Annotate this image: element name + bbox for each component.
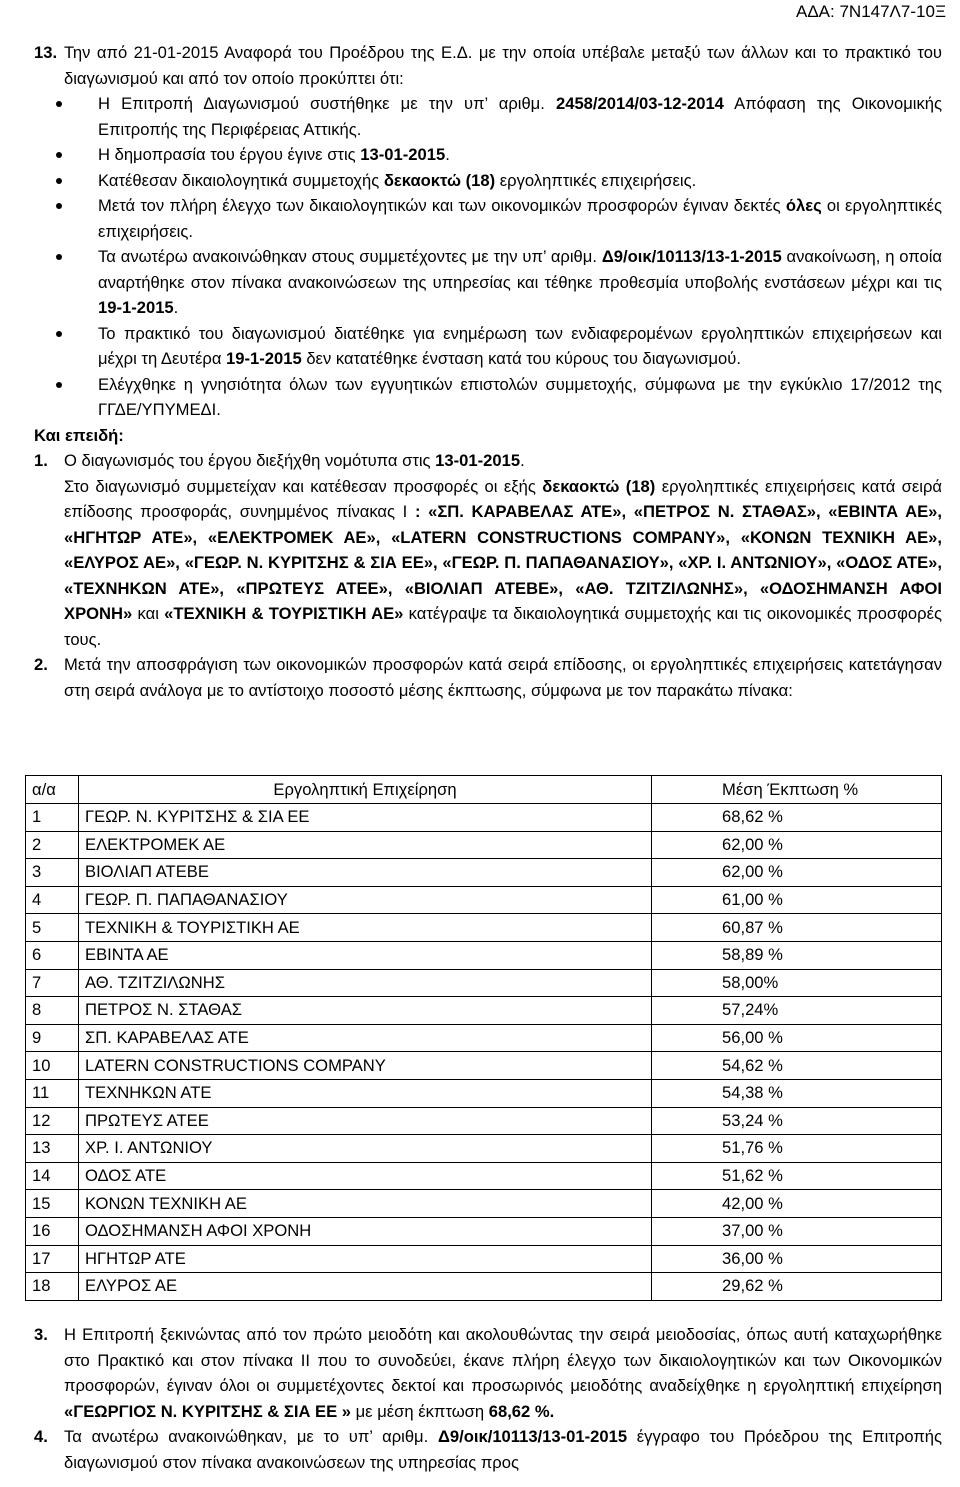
paragraph-number: 2. [34, 655, 48, 674]
row-number: 4 [26, 886, 79, 914]
row-number: 18 [26, 1273, 79, 1301]
discount-value: 56,00 % [652, 1024, 942, 1052]
text: κατέγραψε τα δικαιολογητικά συμμετοχής και τις οικονομικές προσφορές τους. [64, 604, 942, 649]
discount-value: 29,62 % [652, 1273, 942, 1301]
row-number: 9 [26, 1024, 79, 1052]
company-name: ΓΕΩΡ. Ν. ΚΥΡΙΤΣΗΣ & ΣΙΑ ΕΕ [79, 804, 652, 832]
table-row [26, 914, 942, 942]
row-number: 8 [26, 997, 79, 1025]
company-name: ΟΔΟΣΗΜΑΝΣΗ ΑΦΟΙ ΧΡΟΝΗ [79, 1217, 652, 1245]
bullet-icon [52, 91, 98, 142]
text: Κατέθεσαν δικαιολογητικά συμμετοχής [98, 170, 384, 190]
bullet-item [34, 168, 942, 194]
row-number: 16 [26, 1217, 79, 1245]
company-name: ΧΡ. Ι. ΑΝΤΩΝΙΟΥ [79, 1135, 652, 1163]
paragraph-number: 13. [34, 43, 58, 62]
document-body [34, 40, 942, 703]
header-aa: α/α [26, 776, 79, 804]
date: 13-01-2015 [435, 451, 521, 470]
announcement-number: Δ9/οικ/10113/13-1-2015 [601, 247, 782, 266]
discount-value: 53,24 % [652, 1107, 942, 1135]
text: και [132, 604, 165, 623]
company-name: ΟΔΟΣ ΑΤΕ [79, 1162, 652, 1190]
discount-value: 68,62 %. [488, 1401, 555, 1421]
row-number: 11 [26, 1079, 79, 1107]
company-name: ΤΕΧΝΙΚΗ & ΤΟΥΡΙΣΤΙΚΗ ΑΕ [79, 914, 652, 942]
table-header-row [26, 776, 942, 804]
table-row [26, 859, 942, 887]
paragraph-3 [34, 1322, 942, 1424]
row-number: 5 [26, 914, 79, 942]
discount-value: 60,87 % [652, 914, 942, 942]
discount-value: 61,00 % [652, 886, 942, 914]
table-row [26, 1107, 942, 1135]
text: Ελέγχθηκε η γνησιότητα όλων των εγγυητικών επιστολών συμμετοχής, σύμφωνα με την εγκύκλιο 17/2012 της ΓΓΔΕ/ΥΠΥΜΕΔΙ. [98, 374, 942, 419]
row-number: 12 [26, 1107, 79, 1135]
paragraph-text: Μετά την αποσφράγιση των οικονομικών προσφορών κατά σειρά επίδοσης, οι εργοληπτικές επιχειρήσεις κατετάγησαν στη σειρά ανάλογα με το αντίστοιχο ποσοστό μέσης έκπτωσης, σύμφωνα με τον παρακάτω πίνακα: [64, 655, 942, 700]
row-number: 17 [26, 1245, 79, 1273]
text: Απόφαση της Οικονομικής Επιτροπής της Περιφέρειας Αττικής. [98, 94, 942, 139]
company-name: «ΤΕΧΝΙΚΗ & ΤΟΥΡΙΣΤΙΚΗ ΑΕ» [164, 604, 404, 623]
bullet-icon [52, 193, 98, 244]
row-number: 6 [26, 941, 79, 969]
text: ανακοίνωση, η οποία αναρτήθηκε στον πίνακα ανακοινώσεων της υπηρεσίας και τέθηκε προθεσμία υποβολής ενστάσεων μέχρι και τις [98, 247, 942, 292]
company-name: ΕΛΕΚΤΡΟΜΕΚ ΑΕ [79, 831, 652, 859]
count: δεκαοκτώ (18) [383, 170, 496, 190]
header-discount: Μέση Έκπτωση % [652, 776, 942, 804]
table-row [26, 1079, 942, 1107]
row-number: 13 [26, 1135, 79, 1163]
discount-value: 62,00 % [652, 831, 942, 859]
date: 19-1-2015 [98, 298, 174, 317]
company-name: ΣΠ. ΚΑΡΑΒΕΛΑΣ ΑΤΕ [79, 1024, 652, 1052]
count: δεκαοκτώ (18) [542, 476, 656, 496]
header-company: Εργοληπτική Επιχείρηση [79, 776, 652, 804]
discount-value: 58,89 % [652, 941, 942, 969]
company-name: ΠΕΤΡΟΣ Ν. ΣΤΑΘΑΣ [79, 997, 652, 1025]
table-row [26, 886, 942, 914]
bullet-item [34, 91, 942, 142]
text: εργοληπτικές επιχειρήσεις. [495, 170, 697, 190]
text: Η δημοπρασία του έργου έγινε στις [98, 145, 361, 164]
text: Η Επιτροπή ξεκινώντας από τον πρώτο μειοδότη και ακολουθώντας την σειρά μειοδοσίας, όπως αυτή καταχωρήθηκε στο Πρακτικό και στον πίνακα ΙΙ που το συνοδεύει, έκανε πλήρη έλεγχο των δικαιολογητικών και των Οικονομικών προσφορών, έγιναν όλοι οι συμμετέχοντες δεκτοί και προσωρινός μειοδότης αναδείχθηκε η εργοληπτική επιχείρηση [64, 1325, 942, 1395]
discount-value: 54,38 % [652, 1079, 942, 1107]
company-list: : «ΣΠ. ΚΑΡΑΒΕΛΑΣ ΑΤΕ», «ΠΕΤΡΟΣ Ν. ΣΤΑΘΑΣ», «ΕΒΙΝΤΑ ΑΕ», «ΗΓΗΤΩΡ ΑΤΕ», «ΕΛΕΚΤΡΟΜΕΚ ΑΕ», «LATERN CONSTRUCTIONS COMPANY», «ΚΟΝΩΝ ΤΕΧΝΙΚΗ ΑΕ», «ΕΛΥΡΟΣ ΑΕ», «ΓΕΩΡ. Ν. ΚΥΡΙΤΣΗΣ & ΣΙΑ ΕΕ», «ΓΕΩΡ. Π. ΠΑΠΑΘΑΝΑΣΙΟΥ», «ΧΡ. Ι. ΑΝΤΩΝΙΟΥ», «ΟΔΟΣ ΑΤΕ», «ΤΕΧΝΗΚΩΝ ΑΤΕ», «ΠΡΩΤΕΥΣ ΑΤΕΕ», «ΒΙΟΛΙΑΠ ΑΤΕΒΕ», «ΑΘ. ΤΖΙΤΖΙΛΩΝΗΣ», «ΟΔΟΣΗΜΑΝΣΗ ΑΦΟΙ ΧΡΟΝΗ» [64, 502, 942, 623]
ada-code: ΑΔΑ: 7Ν147Λ7-10Ξ [795, 2, 946, 21]
row-number: 3 [26, 859, 79, 887]
text: έγγραφο του Πρόεδρου της Επιτροπής διαγωνισμού στον πίνακα ανακοινώσεων της υπηρεσίας προς [64, 1427, 942, 1472]
bullet-icon [52, 142, 98, 168]
bullet-item [34, 372, 942, 423]
table-row [26, 969, 942, 997]
company-name: ΕΛΥΡΟΣ ΑΕ [79, 1273, 652, 1301]
table-row [26, 1052, 942, 1080]
text: Το πρακτικό του διαγωνισμού διατέθηκε για ενημέρωση των ενδιαφερομένων εργοληπτικών επιχειρήσεων και μέχρι τη Δευτέρα [98, 323, 942, 368]
bullet-item [34, 193, 942, 244]
table-row [26, 831, 942, 859]
text: Η Επιτροπή Διαγωνισμού συστήθηκε με την υπ’ αριθμ. [98, 94, 556, 113]
text: Ο διαγωνισμός του έργου διεξήχθη νομότυπα στις [64, 451, 436, 470]
table-row [26, 1135, 942, 1163]
decision-number: 2458/2014/03-12-2014 [555, 94, 724, 113]
row-number: 14 [26, 1162, 79, 1190]
paragraph-number: 3. [34, 1325, 48, 1344]
heading-text: Και επειδή: [34, 425, 124, 445]
text: Μετά τον πλήρη έλεγχο των δικαιολογητικών και των οικονομικών προσφορών έγιναν δεκτές [98, 196, 786, 215]
paragraph-1-continuation [34, 474, 942, 653]
company-name: ΤΕΧΝΗΚΩΝ ΑΤΕ [79, 1079, 652, 1107]
discount-value: 58,00% [652, 969, 942, 997]
text: Στο διαγωνισμό συμμετείχαν και κατέθεσαν προσφορές οι εξής [64, 476, 543, 496]
table-row [26, 1024, 942, 1052]
paragraph-4 [34, 1424, 942, 1475]
bullet-icon [52, 244, 98, 321]
text: Τα ανωτέρω ανακοινώθηκαν στους συμμετέχοντες με την υπ’ αριθμ. [98, 247, 602, 266]
company-name: ΑΘ. ΤΖΙΤΖΙΛΩΝΗΣ [79, 969, 652, 997]
table-row [26, 997, 942, 1025]
text: οι εργοληπτικές επιχειρήσεις. [98, 196, 942, 241]
discount-value: 51,62 % [652, 1162, 942, 1190]
bullet-icon [52, 321, 98, 372]
bullet-icon [52, 372, 98, 423]
table-row [26, 1190, 942, 1218]
bullet-item [34, 142, 942, 168]
paragraph-1 [34, 448, 942, 474]
table-row [26, 1273, 942, 1301]
discount-value: 62,00 % [652, 859, 942, 887]
document-number: Δ9/οικ/10113/13-01-2015 [437, 1427, 628, 1446]
table-row [26, 1162, 942, 1190]
table-row [26, 941, 942, 969]
discount-value: 54,62 % [652, 1052, 942, 1080]
row-number: 10 [26, 1052, 79, 1080]
bullet-item [34, 321, 942, 372]
discount-value: 51,76 % [652, 1135, 942, 1163]
row-number: 7 [26, 969, 79, 997]
company-name: ΗΓΗΤΩΡ ΑΤΕ [79, 1245, 652, 1273]
discount-value: 68,62 % [652, 804, 942, 832]
discount-value: 57,24% [652, 997, 942, 1025]
text: δεν κατατέθηκε ένσταση κατά του κύρους του διαγωνισμού. [301, 349, 741, 368]
document-body-lower [34, 1322, 942, 1475]
text: . [445, 145, 450, 164]
section-heading [34, 423, 942, 449]
company-name: «ΓΕΩΡΓΙΟΣ Ν. ΚΥΡΙΤΣΗΣ & ΣΙΑ ΕΕ » [64, 1401, 352, 1421]
company-name: ΠΡΩΤΕΥΣ ΑΤΕΕ [79, 1107, 652, 1135]
paragraph-text: Την από 21-01-2015 Αναφορά του Προέδρου της Ε.Δ. με την οποία υπέβαλε μεταξύ των άλλων και το πρακτικό του διαγωνισμού και από τον οποίο προκύπτει ότι: [64, 43, 942, 88]
table-row [26, 1217, 942, 1245]
company-name: ΓΕΩΡ. Π. ΠΑΠΑΘΑΝΑΣΙΟΥ [79, 886, 652, 914]
discount-value: 36,00 % [652, 1245, 942, 1273]
table-row [26, 804, 942, 832]
paragraph-2 [34, 652, 942, 703]
discount-value: 42,00 % [652, 1190, 942, 1218]
company-name: ΕΒΙΝΤΑ ΑΕ [79, 941, 652, 969]
paragraph-13 [34, 40, 942, 91]
text: . [173, 298, 179, 317]
paragraph-number: 1. [34, 451, 48, 470]
company-name: LATERN CONSTRUCTIONS COMPANY [79, 1052, 652, 1080]
paragraph-number: 4. [34, 1427, 48, 1446]
date: 19-1-2015 [226, 349, 302, 368]
text: Τα ανωτέρω ανακοινώθηκαν, με το υπ’ αριθμ. [64, 1427, 438, 1446]
company-name: ΚΟΝΩΝ ΤΕΧΝΙΚΗ ΑΕ [79, 1190, 652, 1218]
bullet-icon [52, 168, 98, 194]
text: με μέση έκπτωση [351, 1401, 489, 1421]
table-row [26, 1245, 942, 1273]
text: εργοληπτικές επιχειρήσεις κατά σειρά επίδοσης προσφοράς, συνημμένος πίνακας Ι [64, 476, 943, 521]
emphasis: όλες [785, 196, 822, 215]
discount-value: 37,00 % [652, 1217, 942, 1245]
date: 13-01-2015 [360, 145, 446, 164]
row-number: 1 [26, 804, 79, 832]
text: . [520, 451, 525, 470]
row-number: 2 [26, 831, 79, 859]
bullet-item [34, 244, 942, 321]
company-name: ΒΙΟΛΙΑΠ ΑΤΕΒΕ [79, 859, 652, 887]
row-number: 15 [26, 1190, 79, 1218]
results-table [25, 775, 942, 1301]
